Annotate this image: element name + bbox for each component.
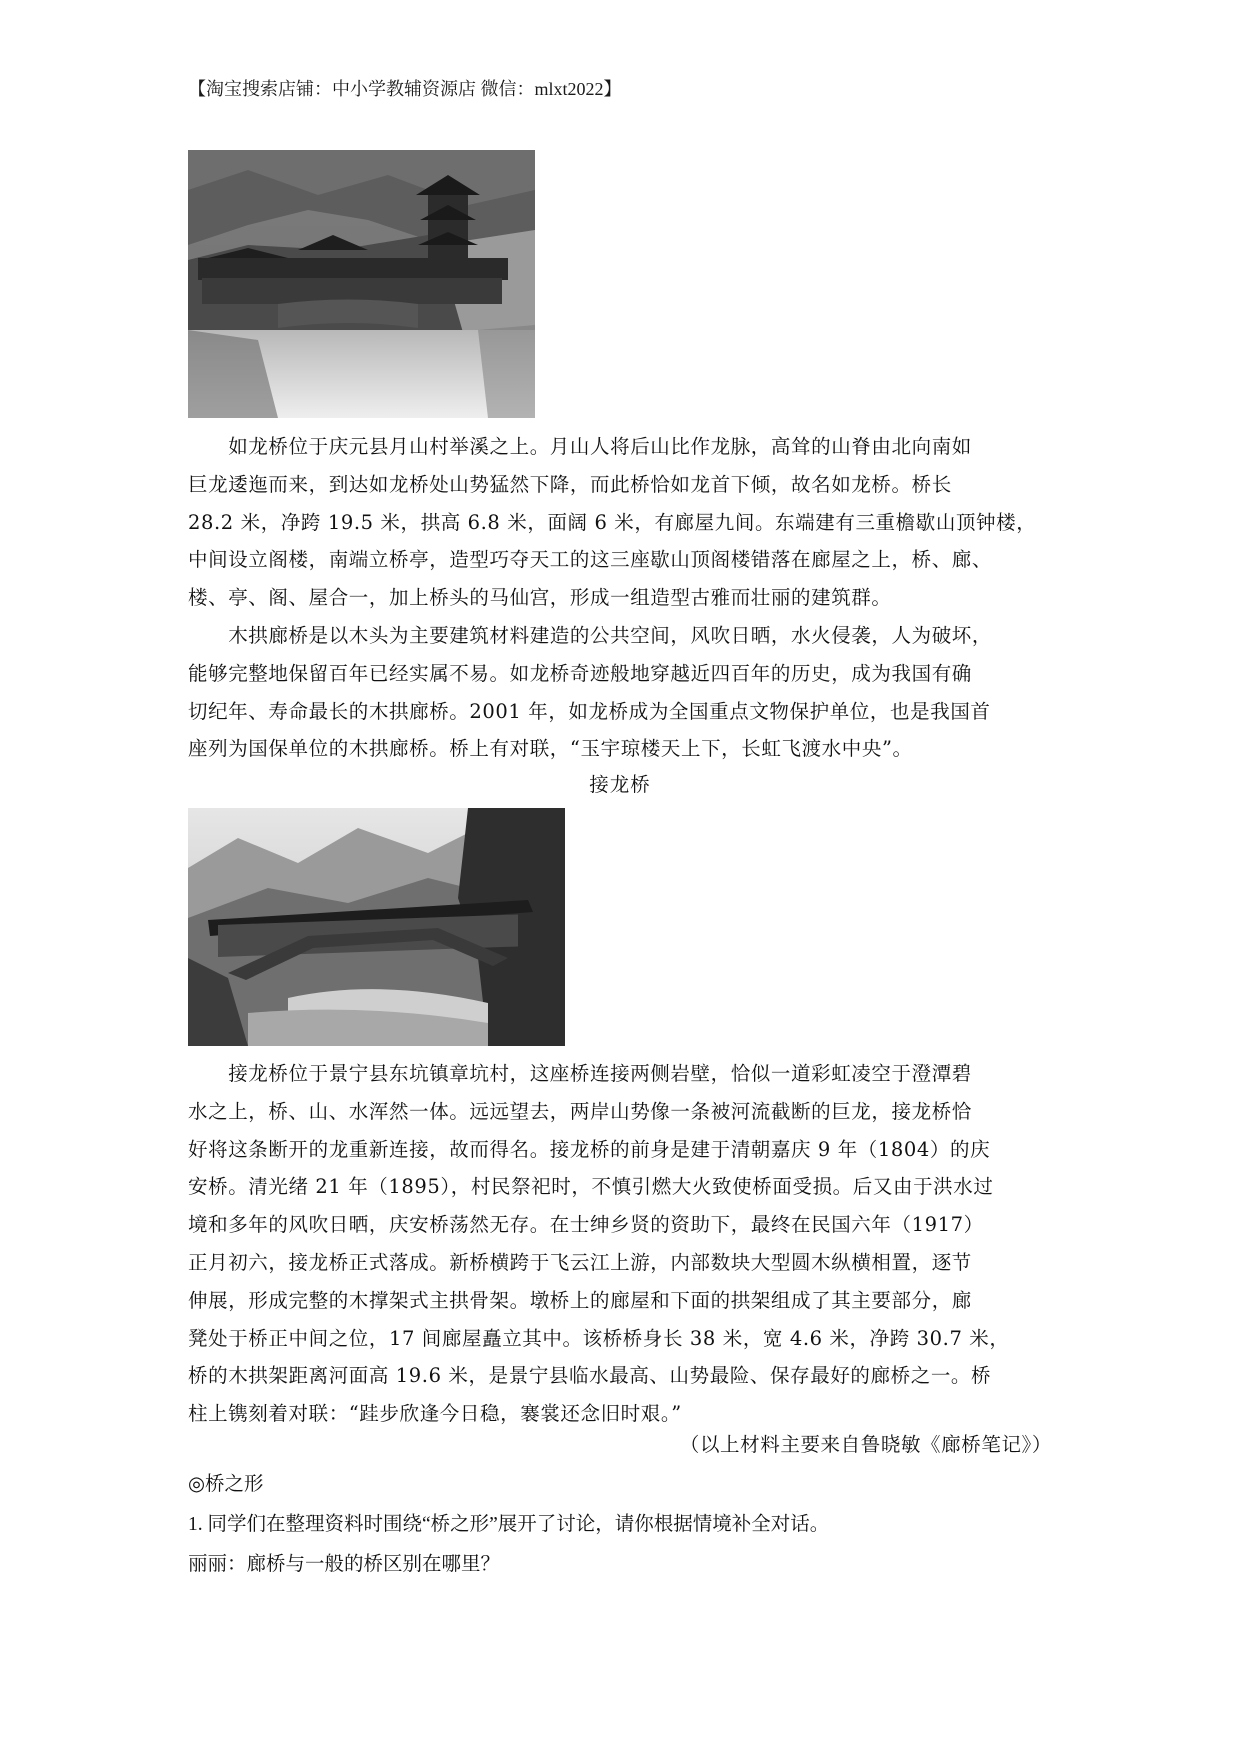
text-line: 楼、亭、阁、屋合一，加上桥头的马仙宫，形成一组造型古雅而壮丽的建筑群。 — [188, 586, 892, 610]
text-line: 如龙桥位于庆元县月山村举溪之上。月山人将后山比作龙脉，高耸的山脊由北向南如 — [188, 435, 972, 458]
text-line: 正月初六，接龙桥正式落成。新桥横跨于飞云江上游，内部数块大型圆木纵横相置，逐节 — [188, 1250, 972, 1274]
text-line: 中间设立阁楼，南端立桥亭，造型巧夺天工的这三座歇山顶阁楼错落在廊屋之上，桥、廊、 — [188, 548, 993, 572]
text-line: 凳处于桥正中间之位，17 间廊屋矗立其中。该桥桥身长 38 米，宽 4.6 米，净跨 30.7 米， — [188, 1326, 1010, 1350]
jielong-bridge-photo — [188, 808, 565, 1046]
text-line: 能够完整地保留百年已经实属不易。如龙桥奇迹般地穿越近四百年的历史，成为我国有确 — [188, 661, 972, 685]
dialogue-line: 丽丽：廊桥与一般的桥区别在哪里？ — [188, 1554, 501, 1575]
section-title: ◎桥之形 — [188, 1474, 264, 1495]
question-1: 1. 同学们在整理资料时围绕“桥之形”展开了讨论，请你根据情境补全对话。 — [188, 1514, 830, 1535]
text-line: 座列为国保单位的木拱廊桥。桥上有对联，“玉宇琼楼天上下，长虹飞渡水中央”。 — [188, 737, 913, 761]
text-line: 木拱廊桥是以木头为主要建筑材料建造的公共空间，风吹日晒，水火侵袭，人为破坏， — [188, 624, 993, 647]
text-line: 好将这条断开的龙重新连接，故而得名。接龙桥的前身是建于清朝嘉庆 9 年（1804）的庆 — [188, 1137, 991, 1161]
text-line: 巨龙逶迤而来，到达如龙桥处山势猛然下降，而此桥恰如龙首下倾，故名如龙桥。桥长 — [188, 472, 952, 496]
text-line: 水之上，桥、山、水浑然一体。远远望去，两岸山势像一条被河流截断的巨龙，接龙桥恰 — [188, 1099, 972, 1123]
text-line: 柱上镌刻着对联：“跬步欣逢今日稳，褰裳还念旧时艰。” — [188, 1402, 682, 1426]
text-line: 安桥。清光绪 21 年（1895），村民祭祀时，不慎引燃大火致使桥面受损。后又由于洪水过 — [188, 1175, 994, 1199]
text-line: 接龙桥位于景宁县东坑镇章坑村，这座桥连接两侧岩壁，恰似一道彩虹凌空于澄潭碧 — [188, 1062, 972, 1085]
text-line: 伸展，形成完整的木撑架式主拱骨架。墩桥上的廊屋和下面的拱架组成了其主要部分，廊 — [188, 1288, 972, 1312]
rulong-paragraph-1 — [188, 428, 1063, 617]
page-header: 【淘宝搜索店铺：中小学教辅资源店 微信：mlxt2022】 — [188, 79, 622, 99]
source-citation: （以上材料主要来自鲁晓敏《廊桥笔记》） — [679, 1433, 1052, 1456]
jielong-caption: 接龙桥 — [589, 773, 651, 796]
jielong-paragraph — [188, 1055, 1063, 1433]
text-line: 桥的木拱架距离河面高 19.6 米，是景宁县临水最高、山势最险、保存最好的廊桥之一。桥 — [188, 1364, 992, 1388]
rulong-paragraph-2 — [188, 617, 1063, 768]
text-line: 切纪年、寿命最长的木拱廊桥。2001 年，如龙桥成为全国重点文物保护单位，也是我国首 — [188, 699, 991, 723]
text-line: 28.2 米，净跨 19.5 米，拱高 6.8 米，面阔 6 米，有廊屋九间。东端建有三重檐歇山顶钟楼， — [188, 510, 1037, 534]
rulong-bridge-photo — [188, 150, 535, 418]
text-line: 境和多年的风吹日晒，庆安桥荡然无存。在士绅乡贤的资助下，最终在民国六年（1917） — [188, 1213, 984, 1237]
